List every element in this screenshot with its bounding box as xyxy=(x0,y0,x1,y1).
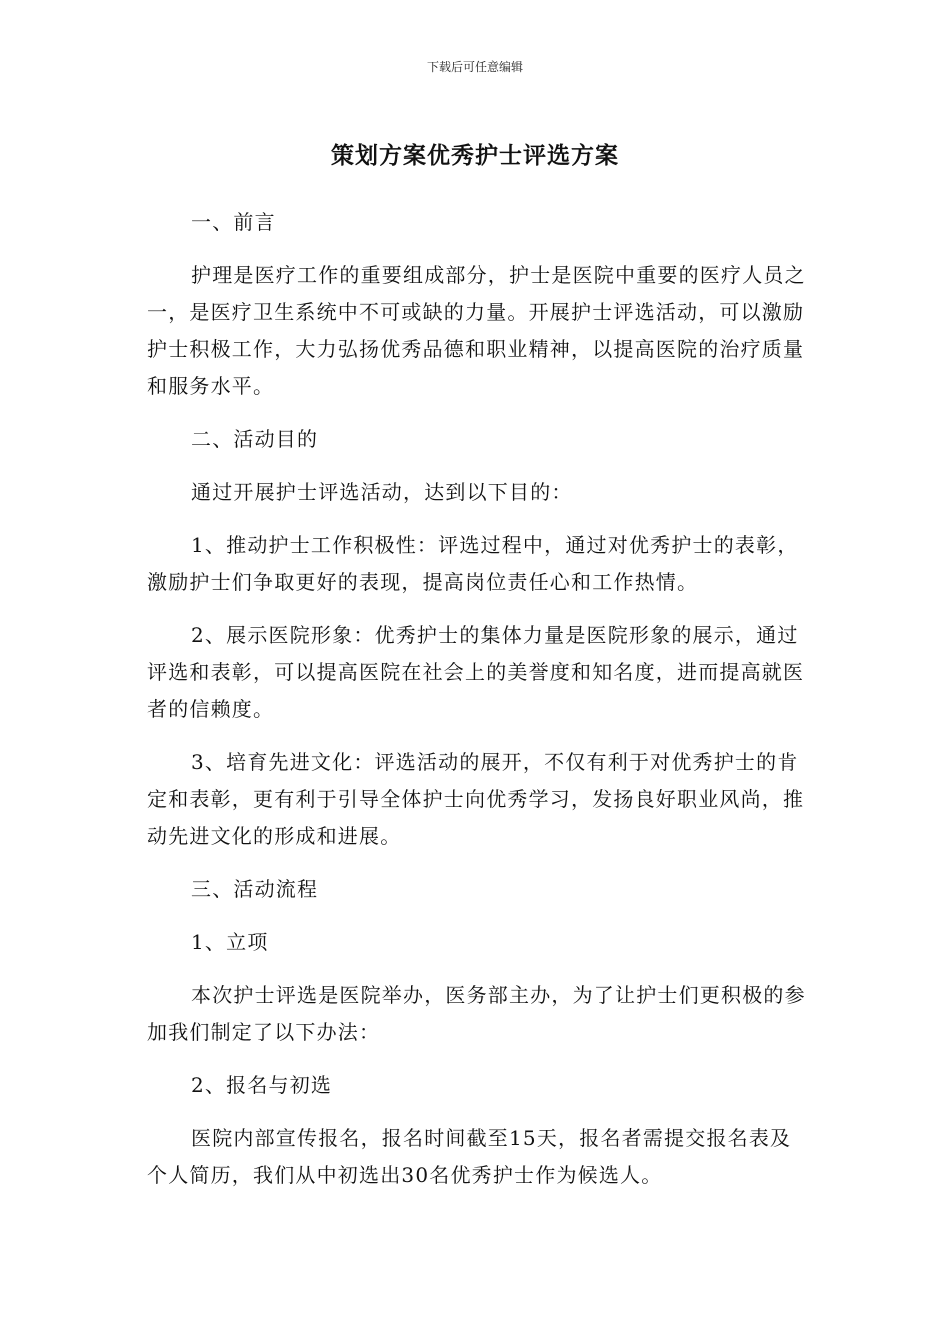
purpose-item-3: 3、培育先进文化：评选活动的展开，不仅有利于对优秀护士的肯定和表彰，更有利于引导全体护士向优秀学习，发扬良好职业风尚，推动先进文化的形成和进展。 xyxy=(147,750,805,848)
purpose-item-1: 1、推动护士工作积极性：评选过程中，通过对优秀护士的表彰，激励护士们争取更好的表现，提高岗位责任心和工作热情。 xyxy=(147,533,799,594)
section-heading-purpose: 二、活动目的 xyxy=(191,427,319,451)
section-heading-preface: 一、前言 xyxy=(191,210,276,234)
document-title: 策划方案优秀护士评选方案 xyxy=(331,143,619,169)
purpose-item-2: 2、展示医院形象：优秀护士的集体力量是医院形象的展示，通过评选和表彰，可以提高医院在社会上的美誉度和知名度，进而提高就医者的信赖度。 xyxy=(147,623,805,721)
document-body xyxy=(147,204,809,1210)
process-registration-paragraph: 医院内部宣传报名，报名时间截至15天，报名者需提交报名表及个人简历，我们从中初选出30名优秀护士作为候选人。 xyxy=(147,1126,792,1187)
preface-paragraph: 护理是医疗工作的重要组成部分，护士是医院中重要的医疗人员之一，是医疗卫生系统中不可或缺的力量。开展护士评选活动，可以激励护士积极工作，大力弘扬优秀品德和职业精神，以提高医院的治疗质量和服务水平。 xyxy=(147,263,806,398)
purpose-intro-paragraph: 通过开展护士评选活动，达到以下目的： xyxy=(191,480,573,504)
section-heading-process: 三、活动流程 xyxy=(191,877,319,901)
process-subheading-registration: 2、报名与初选 xyxy=(191,1073,333,1097)
header-note: 下载后可任意编辑 xyxy=(426,60,523,74)
process-subheading-project: 1、立项 xyxy=(191,930,269,954)
process-project-paragraph: 本次护士评选是医院举办，医务部主办，为了让护士们更积极的参加我们制定了以下办法： xyxy=(147,983,806,1044)
